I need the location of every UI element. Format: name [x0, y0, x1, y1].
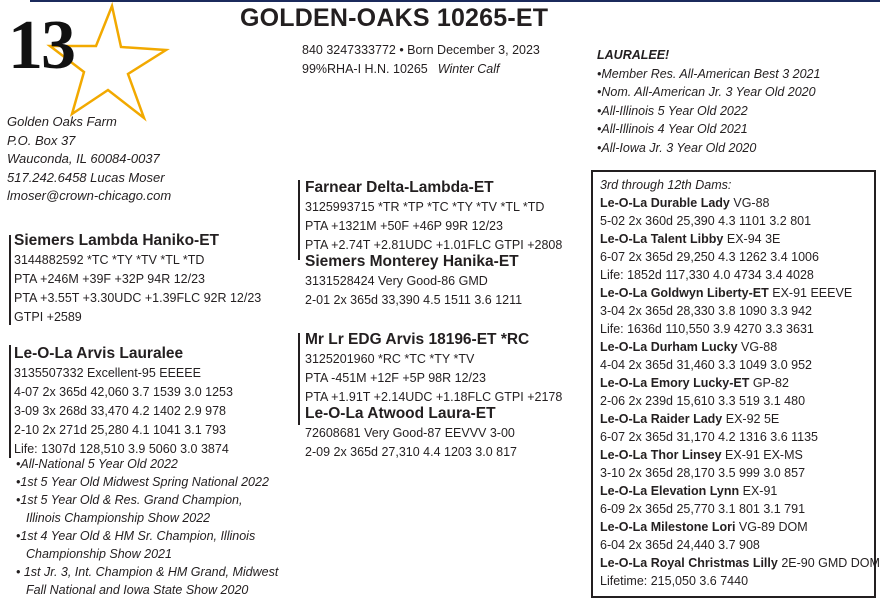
- achievement-item: • 1st Jr. 3, Int. Champion & HM Grand, Midwest: [16, 565, 279, 579]
- farm-contact: [7, 113, 171, 206]
- sire-line: 3144882592 *TC *TY *TV *TL *TD: [14, 253, 205, 267]
- achievement-item: •1st 4 Year Old & HM Sr. Champion, Illinois: [16, 529, 256, 543]
- sires-sire-line: PTA +1321M +50F +46P 99R 12/23: [305, 219, 503, 233]
- dam-entry-name: [600, 338, 880, 356]
- farm-po-box: P.O. Box 37: [7, 132, 76, 148]
- dam-entry-record: Life: 1636d 110,550 3.9 4270 3.3 3631: [600, 322, 814, 336]
- dam-name-text: Le-O-La Milestone Lori: [600, 520, 736, 534]
- dams-dam-block: [305, 404, 517, 462]
- sires-sire-line: 3125993715 *TR *TP *TC *TY *TV *TL *TD: [305, 200, 545, 214]
- dam-entry-record: 6-04 2x 365d 24,440 3.7 908: [600, 538, 760, 552]
- dam-classification: EX-94 3E: [726, 232, 781, 246]
- sire-line: GTPI +2589: [14, 310, 82, 324]
- farm-name: Golden Oaks Farm: [7, 114, 117, 129]
- farm-city: Wauconda, IL 60084-0037: [7, 151, 160, 166]
- sire-name: Siemers Lambda Haniko-ET: [14, 232, 220, 249]
- dam-classification: EX-91: [742, 484, 778, 498]
- dam-entry-name: [600, 518, 880, 536]
- dams-sire-line: PTA +1.91T +2.14UDC +1.18FLC GTPI +2178: [305, 390, 563, 404]
- dam-name-text: Le-O-La Durable Lady: [600, 196, 730, 210]
- dam-bracket: [9, 345, 11, 458]
- highlight-item: •All-Illinois 5 Year Old 2022: [597, 103, 748, 118]
- dams-sire-line: PTA -451M +12F +5P 98R 12/23: [305, 371, 486, 385]
- dam-record: 2-10 2x 271d 25,280 4.1 1041 3.1 793: [14, 423, 226, 437]
- farm-email: lmoser@crown-chicago.com: [7, 188, 172, 203]
- sire-block: [14, 231, 261, 327]
- dam-classification: EX-91 EX-MS: [725, 448, 803, 462]
- dam-entry-name: [600, 482, 880, 500]
- dam-achievements: [16, 455, 278, 599]
- dam-lifetime-record: Life: 1307d 128,510 3.9 5060 3.0 3874: [14, 442, 229, 456]
- dam-entry-name: [600, 284, 880, 302]
- dam-classification: VG-89 DOM: [738, 520, 808, 534]
- dam-entry-name: [600, 374, 880, 392]
- dam-entry-record: 4-04 2x 365d 31,460 3.3 1049 3.0 952: [600, 358, 812, 372]
- dam-name-text: Le-O-La Durham Lucky: [600, 340, 738, 354]
- sires-dam-block: [305, 252, 522, 310]
- highlight-item: •Member Res. All-American Best 3 2021: [597, 66, 821, 81]
- dam-name: Le-O-La Arvis Lauralee: [14, 345, 184, 362]
- dam-block: [14, 344, 233, 459]
- dam-highlights: [597, 46, 820, 157]
- dams-dam-record: 2-09 2x 365d 27,310 4.4 1203 3.0 817: [305, 445, 517, 459]
- achievement-item: •1st 5 Year Old Midwest Spring National 2022: [16, 475, 269, 489]
- dam-name-text: Le-O-La Thor Linsey: [600, 448, 722, 462]
- dam-name-text: Le-O-La Goldwyn Liberty-ET: [600, 286, 769, 300]
- dam-classification: VG-88: [733, 196, 770, 210]
- dam-name-text: Le-O-La Elevation Lynn: [600, 484, 740, 498]
- sire-bracket: [9, 235, 11, 325]
- sires-dam-record: 2-01 2x 365d 33,390 4.5 1511 3.6 1211: [305, 293, 523, 307]
- achievement-item-cont: Fall National and Iowa State Show 2020: [26, 583, 249, 597]
- dam-record: 3-09 3x 268d 33,470 4.2 1402 2.9 978: [14, 404, 226, 418]
- dam-name-text: Le-O-La Talent Libby: [600, 232, 724, 246]
- dam-line: 3135507332 Excellent-95 EEEEE: [14, 366, 201, 380]
- dam-name-text: Le-O-La Emory Lucky-ET: [600, 376, 750, 390]
- dam-record: 4-07 2x 365d 42,060 3.7 1539 3.0 1253: [14, 385, 233, 399]
- dam-entry-record: Life: 1852d 117,330 4.0 4734 3.4 4028: [600, 268, 814, 282]
- achievement-item-cont: Illinois Championship Show 2022: [26, 511, 211, 525]
- sires-sire-name: Farnear Delta-Lambda-ET: [305, 179, 494, 196]
- dam-entry-record: 5-02 2x 360d 25,390 4.3 1101 3.2 801: [600, 214, 812, 228]
- sire-line: PTA +3.55T +3.30UDC +1.39FLC 92R 12/23: [14, 291, 262, 305]
- dam-entry-record: 6-07 2x 365d 29,250 4.3 1262 3.4 1006: [600, 250, 819, 264]
- deep-dams-box: [591, 170, 880, 598]
- animal-info: [302, 41, 540, 79]
- animal-title: GOLDEN-OAKS 10265-ET: [240, 4, 549, 32]
- dam-entry-name: [600, 230, 880, 248]
- dam-entry-record: 3-10 2x 365d 28,170 3.5 999 3.0 857: [600, 466, 806, 480]
- farm-phone: 517.242.6458 Lucas Moser: [7, 169, 165, 185]
- achievement-item: •1st 5 Year Old & Res. Grand Champion,: [16, 493, 243, 507]
- dams-side-bracket: [298, 333, 300, 425]
- breed-line: [302, 60, 540, 79]
- dams-dam-line: 72608681 Very Good-87 EEVVV 3-00: [305, 426, 515, 440]
- dam-entry-name: [600, 446, 880, 464]
- highlight-item: •Nom. All-American Jr. 3 Year Old 2020: [597, 85, 816, 99]
- breed-text: 99%RHA-I H.N. 10265: [302, 62, 428, 76]
- deep-dams-heading: 3rd through 12th Dams:: [600, 178, 732, 192]
- sires-sire-line: PTA +2.74T +2.81UDC +1.01FLC GTPI +2808: [305, 238, 563, 252]
- dam-name-text: Le-O-La Royal Christmas Lilly: [600, 556, 778, 570]
- dam-entry-record: 6-07 2x 365d 31,170 4.2 1316 3.6 1135: [600, 430, 819, 444]
- dam-entry-record: Lifetime: 215,050 3.6 7440: [600, 574, 749, 588]
- dams-sire-name: Mr Lr EDG Arvis 18196-ET *RC: [305, 331, 530, 348]
- dam-entry-record: 6-09 2x 365d 25,770 3.1 801 3.1 791: [600, 502, 806, 516]
- registration-line: 840 3247333772 • Born December 3, 2023: [302, 43, 540, 57]
- highlights-heading: LAURALEE!: [597, 48, 670, 62]
- sires-sire-block: [305, 178, 562, 255]
- dam-entry-name: [600, 194, 880, 212]
- dam-classification: EX-92 5E: [725, 412, 780, 426]
- highlight-item: •All-Illinois 4 Year Old 2021: [597, 122, 748, 136]
- deep-dams-list: [600, 176, 880, 590]
- dam-entry-name: [600, 554, 880, 572]
- dam-classification: 2E-90 GMD DOM: [781, 556, 880, 570]
- dams-sire-line: 3125201960 *RC *TC *TY *TV: [305, 352, 475, 366]
- dam-classification: EX-91 EEEVE: [772, 286, 853, 300]
- dam-entry-name: [600, 410, 880, 428]
- dam-entry-record: 3-04 2x 365d 28,330 3.8 1090 3.3 942: [600, 304, 812, 318]
- calf-class: Winter Calf: [437, 62, 500, 76]
- sires-dam-name: Siemers Monterey Hanika-ET: [305, 253, 519, 270]
- sires-side-bracket: [298, 180, 300, 260]
- achievement-item-cont: Championship Show 2021: [26, 547, 172, 561]
- dams-dam-name: Le-O-La Atwood Laura-ET: [305, 405, 496, 422]
- dam-classification: VG-88: [741, 340, 778, 354]
- highlight-item: •All-Iowa Jr. 3 Year Old 2020: [597, 140, 757, 155]
- dam-entry-record: 2-06 2x 239d 15,610 3.3 519 3.1 480: [600, 394, 806, 408]
- sire-line: PTA +246M +39F +32P 94R 12/23: [14, 272, 205, 286]
- dam-name-text: Le-O-La Raider Lady: [600, 412, 723, 426]
- dams-sire-block: [305, 330, 562, 407]
- dam-classification: GP-82: [752, 376, 789, 390]
- lot-number: 13: [8, 7, 74, 84]
- sires-dam-line: 3131528424 Very Good-86 GMD: [305, 274, 488, 288]
- achievement-item: •All-National 5 Year Old 2022: [16, 457, 178, 471]
